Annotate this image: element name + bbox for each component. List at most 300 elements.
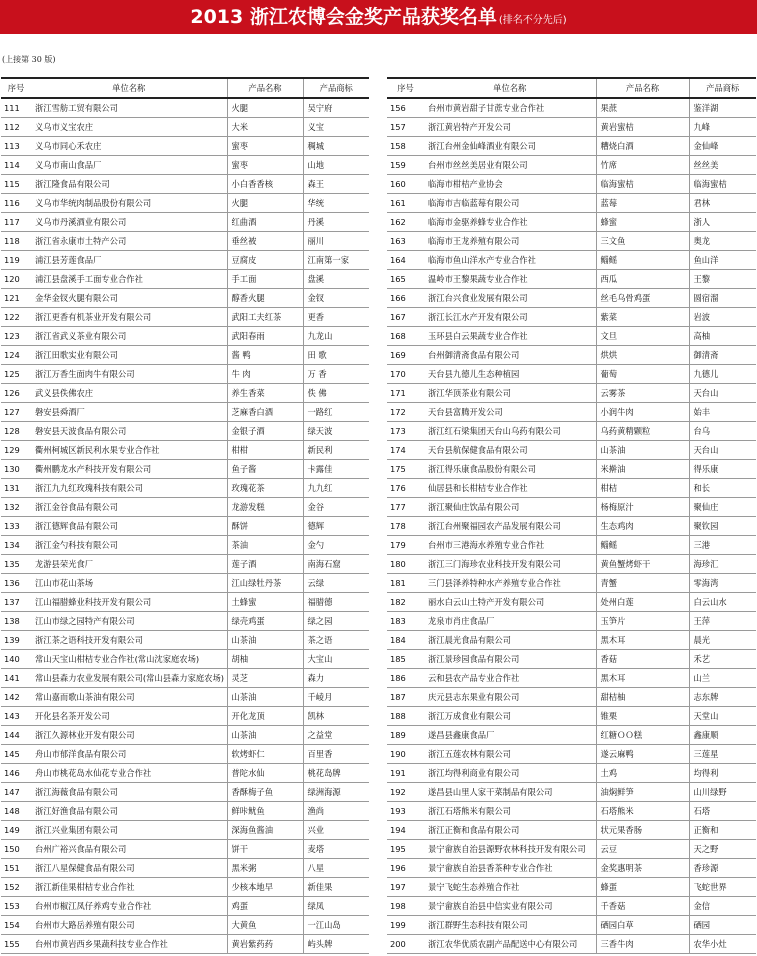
- cell-unit-name: 常山天宝山柑桔专业合作社(常山沈家庭农场): [31, 650, 227, 669]
- cell-unit-name: 庆元县志东果业有限公司: [424, 688, 596, 707]
- cell-number: 156: [387, 98, 424, 118]
- cell-number: 180: [387, 555, 424, 574]
- table-row: [1, 270, 369, 289]
- cell-unit-name: 浙江均得利商业有限公司: [424, 764, 596, 783]
- cell-unit-name: 义乌市南山食品厂: [31, 156, 227, 175]
- cell-trademark: 新民利: [303, 441, 369, 460]
- table-row: [387, 441, 756, 460]
- cell-product-name: 红曲酒: [227, 213, 303, 232]
- cell-product-name: 小润牛肉: [596, 403, 689, 422]
- cell-product-name: 千香菇: [596, 897, 689, 916]
- cell-trademark: 岩波: [689, 308, 756, 327]
- cell-unit-name: 临海市吉临蓝莓有限公司: [424, 194, 596, 213]
- cell-unit-name: 衢州鹏龙水产科技开发有限公司: [31, 460, 227, 479]
- cell-unit-name: 磐安县舜酒厂: [31, 403, 227, 422]
- table-row: [387, 650, 756, 669]
- cell-unit-name: 临海市金驱养蜂专业合作社: [424, 213, 596, 232]
- cell-trademark: 福腊德: [303, 593, 369, 612]
- cell-product-name: 文旦: [596, 327, 689, 346]
- cell-product-name: 香酥梅子鱼: [227, 783, 303, 802]
- cell-unit-name: 台州市黄岩甜子甘蔗专业合作社: [424, 98, 596, 118]
- table-row: [1, 840, 369, 859]
- cell-number: 191: [387, 764, 424, 783]
- cell-product-name: 石塔熊米: [596, 802, 689, 821]
- cell-product-name: 鱼子酱: [227, 460, 303, 479]
- cell-unit-name: 浙江好渔食品有限公司: [31, 802, 227, 821]
- cell-number: 147: [1, 783, 31, 802]
- cell-trademark: 海珍汇: [689, 555, 756, 574]
- cell-product-name: 云豆: [596, 840, 689, 859]
- cell-number: 165: [387, 270, 424, 289]
- cell-unit-name: 台州市丝丝美居业有限公司: [424, 156, 596, 175]
- cell-product-name: 山茶油: [227, 631, 303, 650]
- table-row: [1, 555, 369, 574]
- cell-trademark: 桃花岛牌: [303, 764, 369, 783]
- cell-unit-name: 天台县航保健食品有限公司: [424, 441, 596, 460]
- cell-trademark: 森力: [303, 669, 369, 688]
- cell-unit-name: 临海市鱼山洋水产专业合作社: [424, 251, 596, 270]
- cell-trademark: 吴宁府: [303, 98, 369, 118]
- cell-unit-name: 遂昌县山里人家干菜制品有限公司: [424, 783, 596, 802]
- cell-number: 140: [1, 650, 31, 669]
- cell-number: 186: [387, 669, 424, 688]
- cell-trademark: 金钗: [303, 289, 369, 308]
- cell-trademark: 屿头牌: [303, 935, 369, 954]
- cell-number: 199: [387, 916, 424, 935]
- table-row: [387, 764, 756, 783]
- cell-unit-name: 浙江黄岩特产开发公司: [424, 118, 596, 137]
- cell-number: 129: [1, 441, 31, 460]
- cell-unit-name: 开化县名茶开发公司: [31, 707, 227, 726]
- cell-trademark: 石塔: [689, 802, 756, 821]
- cell-trademark: 之益堂: [303, 726, 369, 745]
- cell-product-name: 武阳工夫红茶: [227, 308, 303, 327]
- cell-product-name: 芝麻香白酒: [227, 403, 303, 422]
- cell-trademark: 更香: [303, 308, 369, 327]
- cell-product-name: 软烤虾仁: [227, 745, 303, 764]
- cell-unit-name: 台州市黄岩西乡果蔬科技专业合作社: [31, 935, 227, 954]
- cell-number: 196: [387, 859, 424, 878]
- cell-unit-name: 衢州柯城区新民利水果专业合作社: [31, 441, 227, 460]
- cell-trademark: 聚钦园: [689, 517, 756, 536]
- cell-number: 132: [1, 498, 31, 517]
- cell-unit-name: 浙江隆食品有限公司: [31, 175, 227, 194]
- cell-number: 113: [1, 137, 31, 156]
- cell-number: 161: [387, 194, 424, 213]
- table-row: [387, 479, 756, 498]
- cell-trademark: 晨光: [689, 631, 756, 650]
- cell-trademark: 均得利: [689, 764, 756, 783]
- cell-number: 166: [387, 289, 424, 308]
- cell-product-name: 乌药黄精颗粒: [596, 422, 689, 441]
- cell-trademark: 渔尚: [303, 802, 369, 821]
- cell-product-name: 糟烧白酒: [596, 137, 689, 156]
- cell-trademark: 圆宿溜: [689, 289, 756, 308]
- cell-trademark: 王萍: [689, 612, 756, 631]
- cell-unit-name: 台州市椒江凤仔养鸡专业合作社: [31, 897, 227, 916]
- cell-product-name: 米擀油: [596, 460, 689, 479]
- cell-unit-name: 舟山市郁洋食品有限公司: [31, 745, 227, 764]
- cell-product-name: 黄岩蜜桔: [596, 118, 689, 137]
- table-row: [387, 802, 756, 821]
- table-row: [387, 460, 756, 479]
- table-row: [387, 745, 756, 764]
- table-row: [387, 935, 756, 954]
- cell-trademark: 茶之语: [303, 631, 369, 650]
- table-row: [1, 422, 369, 441]
- cell-unit-name: 义乌市丹溪酒业有限公司: [31, 213, 227, 232]
- cell-unit-name: 浙江省武义茶业有限公司: [31, 327, 227, 346]
- cell-trademark: 绿洲海源: [303, 783, 369, 802]
- cell-product-name: 黑木耳: [596, 631, 689, 650]
- cell-product-name: 山茶油: [596, 441, 689, 460]
- cell-unit-name: 浙江台州金仙峰酒业有限公司: [424, 137, 596, 156]
- cell-number: 116: [1, 194, 31, 213]
- cell-product-name: 豆腐皮: [227, 251, 303, 270]
- cell-number: 169: [387, 346, 424, 365]
- cell-number: 154: [1, 916, 31, 935]
- cell-trademark: 丹溪: [303, 213, 369, 232]
- cell-product-name: 鸡蛋: [227, 897, 303, 916]
- cell-number: 178: [387, 517, 424, 536]
- cell-unit-name: 丽水白云山土特产开发有限公司: [424, 593, 596, 612]
- awards-table-right: [387, 77, 756, 954]
- cell-unit-name: 浙江台州聚福园农产品发展有限公司: [424, 517, 596, 536]
- cell-unit-name: 浙江雪舫工贸有限公司: [31, 98, 227, 118]
- table-row: [1, 365, 369, 384]
- table-row: [387, 593, 756, 612]
- cell-trademark: 九德儿: [689, 365, 756, 384]
- cell-number: 126: [1, 384, 31, 403]
- table-row: [1, 650, 369, 669]
- cell-trademark: 云绿: [303, 574, 369, 593]
- cell-number: 117: [1, 213, 31, 232]
- cell-product-name: 鲻鳐: [596, 251, 689, 270]
- cell-unit-name: 浙江更香有机茶业开发有限公司: [31, 308, 227, 327]
- table-row: [1, 384, 369, 403]
- cell-product-name: 果蔗: [596, 98, 689, 118]
- cell-product-name: 深海鱼酱油: [227, 821, 303, 840]
- cell-trademark: 九龙山: [303, 327, 369, 346]
- table-row: [1, 156, 369, 175]
- header-number: 序号: [1, 78, 31, 98]
- cell-product-name: 火腿: [227, 194, 303, 213]
- cell-unit-name: 浙江华顶茶业有限公司: [424, 384, 596, 403]
- cell-product-name: 生态鸡肉: [596, 517, 689, 536]
- cell-unit-name: 浙江德辉食品有限公司: [31, 517, 227, 536]
- cell-number: 189: [387, 726, 424, 745]
- table-row: [387, 308, 756, 327]
- cell-trademark: 山兰: [689, 669, 756, 688]
- cell-trademark: 佚 佛: [303, 384, 369, 403]
- cell-unit-name: 浦江县盘溪手工面专业合作社: [31, 270, 227, 289]
- cell-product-name: 养生香菜: [227, 384, 303, 403]
- cell-unit-name: 浙江长江水产开发有限公司: [424, 308, 596, 327]
- header-product-name: 产品名称: [227, 78, 303, 98]
- cell-unit-name: 浙江万香生面肉牛有限公司: [31, 365, 227, 384]
- cell-number: 119: [1, 251, 31, 270]
- cell-product-name: 灵芝: [227, 669, 303, 688]
- cell-number: 149: [1, 821, 31, 840]
- cell-trademark: 天台山: [689, 384, 756, 403]
- cell-trademark: 大宝山: [303, 650, 369, 669]
- table-row: [1, 593, 369, 612]
- cell-trademark: 飞蛇世界: [689, 878, 756, 897]
- cell-trademark: 三莲星: [689, 745, 756, 764]
- cell-number: 135: [1, 555, 31, 574]
- cell-number: 167: [387, 308, 424, 327]
- table-row: [1, 669, 369, 688]
- cell-number: 168: [387, 327, 424, 346]
- cell-number: 153: [1, 897, 31, 916]
- cell-unit-name: 临海市王龙养殖有限公司: [424, 232, 596, 251]
- cell-unit-name: 浙江田歌实业有限公司: [31, 346, 227, 365]
- table-row: [387, 213, 756, 232]
- cell-trademark: 王黎: [689, 270, 756, 289]
- cell-number: 115: [1, 175, 31, 194]
- table-row: [387, 669, 756, 688]
- cell-unit-name: 义乌市华统肉制品股份有限公司: [31, 194, 227, 213]
- table-row: [387, 251, 756, 270]
- cell-trademark: 聚仙庄: [689, 498, 756, 517]
- cell-product-name: 山茶油: [227, 726, 303, 745]
- cell-unit-name: 浙江农华优质农副产品配送中心有限公司: [424, 935, 596, 954]
- cell-product-name: 饼干: [227, 840, 303, 859]
- table-row: [387, 384, 756, 403]
- cell-number: 118: [1, 232, 31, 251]
- cell-unit-name: 浙江金勺科技有限公司: [31, 536, 227, 555]
- table-row: [387, 726, 756, 745]
- cell-unit-name: 浙江得乐康食品股份有限公司: [424, 460, 596, 479]
- cell-unit-name: 浙江五莲农林有限公司: [424, 745, 596, 764]
- cell-product-name: 蜜枣: [227, 156, 303, 175]
- cell-number: 125: [1, 365, 31, 384]
- cell-number: 112: [1, 118, 31, 137]
- cell-number: 122: [1, 308, 31, 327]
- table-row: [1, 118, 369, 137]
- cell-unit-name: 景宁畲族自治县中信实业有限公司: [424, 897, 596, 916]
- cell-number: 130: [1, 460, 31, 479]
- cell-unit-name: 浙江新佳果柑桔专业合作社: [31, 878, 227, 897]
- cell-trademark: 浙人: [689, 213, 756, 232]
- table-row: [1, 764, 369, 783]
- cell-number: 194: [387, 821, 424, 840]
- cell-number: 114: [1, 156, 31, 175]
- cell-number: 139: [1, 631, 31, 650]
- cell-unit-name: 天台县九德儿生态种植园: [424, 365, 596, 384]
- cell-product-name: 土蜂蜜: [227, 593, 303, 612]
- cell-trademark: 得乐康: [689, 460, 756, 479]
- cell-product-name: 葡萄: [596, 365, 689, 384]
- cell-product-name: 黄鱼蟹烤虾干: [596, 555, 689, 574]
- cell-number: 138: [1, 612, 31, 631]
- header-number: 序号: [387, 78, 424, 98]
- table-header-row: [1, 78, 369, 98]
- cell-unit-name: 常山县森力农业发展有限公司(常山县森力家庭农场): [31, 669, 227, 688]
- table-row: [387, 916, 756, 935]
- table-row: [387, 137, 756, 156]
- table-row: [1, 802, 369, 821]
- cell-product-name: 垂丝被: [227, 232, 303, 251]
- table-row: [1, 441, 369, 460]
- cell-unit-name: 天台县富腾开发公司: [424, 403, 596, 422]
- cell-trademark: 鉴洋湖: [689, 98, 756, 118]
- cell-product-name: 竹席: [596, 156, 689, 175]
- table-row: [1, 98, 369, 118]
- cell-unit-name: 临海市柑桔产业协会: [424, 175, 596, 194]
- table-row: [387, 232, 756, 251]
- cell-number: 121: [1, 289, 31, 308]
- cell-product-name: 茶油: [227, 536, 303, 555]
- cell-unit-name: 台州市大路岳养殖有限公司: [31, 916, 227, 935]
- table-row: [387, 498, 756, 517]
- table-row: [1, 783, 369, 802]
- table-row: [1, 612, 369, 631]
- cell-number: 190: [387, 745, 424, 764]
- cell-number: 187: [387, 688, 424, 707]
- table-row: [387, 403, 756, 422]
- cell-number: 182: [387, 593, 424, 612]
- table-row: [1, 460, 369, 479]
- cell-number: 111: [1, 98, 31, 118]
- cell-unit-name: 磐安县天波食品有限公司: [31, 422, 227, 441]
- table-row: [387, 783, 756, 802]
- awards-table-left: [1, 77, 369, 954]
- cell-product-name: 黄岩紫药药: [227, 935, 303, 954]
- cell-unit-name: 浦江县芳莲食品厂: [31, 251, 227, 270]
- cell-unit-name: 温岭市王黎果蔬专业合作社: [424, 270, 596, 289]
- cell-unit-name: 江山市花山茶场: [31, 574, 227, 593]
- cell-unit-name: 玉环县白云果蔬专业合作社: [424, 327, 596, 346]
- cell-trademark: 绿凤: [303, 897, 369, 916]
- cell-product-name: 牛 肉: [227, 365, 303, 384]
- cell-trademark: 山地: [303, 156, 369, 175]
- cell-number: 150: [1, 840, 31, 859]
- cell-trademark: 三港: [689, 536, 756, 555]
- cell-trademark: 君林: [689, 194, 756, 213]
- cell-trademark: 新佳果: [303, 878, 369, 897]
- cell-number: 137: [1, 593, 31, 612]
- cell-number: 143: [1, 707, 31, 726]
- cell-trademark: 天之野: [689, 840, 756, 859]
- cell-number: 179: [387, 536, 424, 555]
- cell-trademark: 德辉: [303, 517, 369, 536]
- cell-unit-name: 浙江万成食业有限公司: [424, 707, 596, 726]
- table-row: [1, 631, 369, 650]
- cell-number: 131: [1, 479, 31, 498]
- header-trademark: 产品商标: [689, 78, 756, 98]
- cell-unit-name: 武义县佚佛农庄: [31, 384, 227, 403]
- cell-number: 157: [387, 118, 424, 137]
- cell-unit-name: 江山市绿之园特产有限公司: [31, 612, 227, 631]
- cell-unit-name: 浙江聚仙庄饮品有限公司: [424, 498, 596, 517]
- cell-unit-name: 龙游县荣光食厂: [31, 555, 227, 574]
- cell-product-name: 蜂蛋: [596, 878, 689, 897]
- table-row: [387, 422, 756, 441]
- cell-trademark: 金勺: [303, 536, 369, 555]
- cell-unit-name: 台州广裕兴食品有限公司: [31, 840, 227, 859]
- cell-trademark: 麦塔: [303, 840, 369, 859]
- cell-trademark: 正衡和: [689, 821, 756, 840]
- cell-product-name: 金银子酒: [227, 422, 303, 441]
- cell-product-name: 香菇: [596, 650, 689, 669]
- table-row: [1, 498, 369, 517]
- table-row: [1, 308, 369, 327]
- cell-trademark: 白云山水: [689, 593, 756, 612]
- cell-number: 176: [387, 479, 424, 498]
- cell-product-name: 蜜枣: [227, 137, 303, 156]
- table-row: [387, 346, 756, 365]
- cell-number: 193: [387, 802, 424, 821]
- cell-trademark: 山川绿野: [689, 783, 756, 802]
- cell-trademark: 南海石窟: [303, 555, 369, 574]
- cell-number: 171: [387, 384, 424, 403]
- cell-unit-name: 浙江茶之语科技开发有限公司: [31, 631, 227, 650]
- cell-trademark: 卡露佳: [303, 460, 369, 479]
- cell-unit-name: 云和县农产品专业合作社: [424, 669, 596, 688]
- table-row: [1, 688, 369, 707]
- cell-product-name: 鲻鳐: [596, 536, 689, 555]
- table-row: [1, 232, 369, 251]
- cell-product-name: 柑柑: [227, 441, 303, 460]
- cell-product-name: 烘烘: [596, 346, 689, 365]
- cell-product-name: 西瓜: [596, 270, 689, 289]
- header-unit-name: 单位名称: [424, 78, 596, 98]
- cell-product-name: 莲子酒: [227, 555, 303, 574]
- cell-trademark: 高柚: [689, 327, 756, 346]
- table-row: [387, 859, 756, 878]
- cell-trademark: 八星: [303, 859, 369, 878]
- cell-trademark: 香珍源: [689, 859, 756, 878]
- cell-unit-name: 浙江久源林业开发有限公司: [31, 726, 227, 745]
- table-row: [387, 517, 756, 536]
- table-row: [387, 897, 756, 916]
- cell-product-name: 开化龙顶: [227, 707, 303, 726]
- cell-product-name: 酥饼: [227, 517, 303, 536]
- cell-number: 200: [387, 935, 424, 954]
- cell-trademark: 金信: [689, 897, 756, 916]
- cell-product-name: 大黄鱼: [227, 916, 303, 935]
- cell-product-name: 玉笋片: [596, 612, 689, 631]
- cell-unit-name: 台州市三港海水养殖专业合作社: [424, 536, 596, 555]
- cell-trademark: 千崚月: [303, 688, 369, 707]
- cell-product-name: 黑米粥: [227, 859, 303, 878]
- cell-product-name: 三文鱼: [596, 232, 689, 251]
- cell-product-name: 小白香香核: [227, 175, 303, 194]
- continued-note: (上接第 30 版): [2, 55, 56, 64]
- cell-trademark: 田 歌: [303, 346, 369, 365]
- cell-unit-name: 景宁畲族自治县源野农林科技开发有限公司: [424, 840, 596, 859]
- cell-number: 172: [387, 403, 424, 422]
- cell-unit-name: 江山福腊蜂业科技开发有限公司: [31, 593, 227, 612]
- cell-unit-name: 常山嘉而歌山茶油有限公司: [31, 688, 227, 707]
- cell-unit-name: 浙江八星保健食品有限公司: [31, 859, 227, 878]
- cell-trademark: 凯林: [303, 707, 369, 726]
- cell-number: 146: [1, 764, 31, 783]
- cell-number: 185: [387, 650, 424, 669]
- cell-number: 163: [387, 232, 424, 251]
- table-row: [1, 175, 369, 194]
- cell-number: 142: [1, 688, 31, 707]
- table-row: [1, 745, 369, 764]
- table-row: [1, 707, 369, 726]
- table-row: [1, 137, 369, 156]
- cell-number: 155: [1, 935, 31, 954]
- table-row: [387, 98, 756, 118]
- cell-trademark: 金仙峰: [689, 137, 756, 156]
- table-row: [387, 555, 756, 574]
- cell-trademark: 丝丝美: [689, 156, 756, 175]
